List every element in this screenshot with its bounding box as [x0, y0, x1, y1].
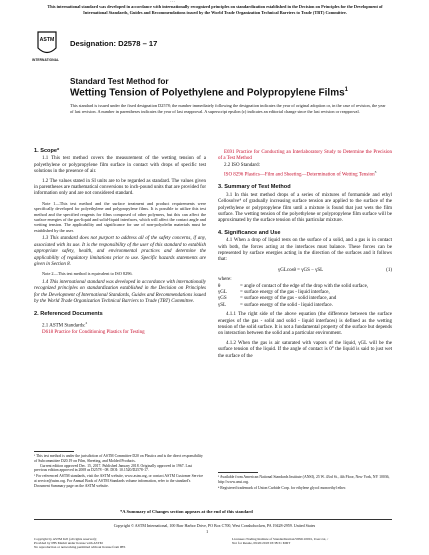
para-2-2: 2.2 ISO Standard:: [224, 162, 260, 168]
where-label: where:: [218, 277, 232, 283]
right-footnote-divider: [218, 472, 258, 473]
para-4-1-2: 4.1.2 When the gas is air saturated with vapors of the liquid, γGL will be the surface tension of the liquid. If the angle of contact is 0° the liquid is said to just wet the surface of the: [218, 340, 392, 359]
ref-iso-title[interactable]: Plastics—Film and Sheeting—Determination of Wetting Tension: [243, 172, 375, 178]
para-2-1: [34, 320, 206, 330]
footnote-2: ² For referenced ASTM standards, visit the ASTM website, www.astm.org, or contact ASTM Customer Service at service@astm.org. For Annual Book of ASTM Standards volume information, refer to the standard's Document Summary page on the ASTM website.: [34, 474, 204, 488]
left-column: [34, 148, 206, 336]
definition-row: [218, 303, 392, 309]
section-3-heading: 3. Summary of Test Method: [218, 184, 291, 191]
para-1-1: 1.1 This test method covers the measurement of the wetting tension of a polyethylene or polypropylene film surface in contact with drops of specific test solutions in the presence of air.: [34, 156, 206, 175]
astm-logo: [36, 30, 58, 58]
definition-symbol: γGL: [218, 289, 227, 295]
section-2-heading: 2. Referenced Documents: [34, 311, 103, 318]
ref-e691-link[interactable]: E691: [224, 150, 235, 155]
note-1: Note 1—This test method and the surface treatment and product requirements were specifically developed for polyethylene and polypropylene films. It is possible to utilize this test method and the specified reagents for films composed of other polymers, but this can affect the surface energies of the gas-liquid and solid-liquid interfaces, which will affect the contact angle and wetting tension. The applicability and significance for use of non-polyolefin materials must be established by the user.: [34, 200, 206, 233]
para-1-2: 1.2 The values stated in SI units are to be regarded as standard. The values given in parentheses are mathematical conversions to inch-pound units that are provided for information only and are not considered standard.: [34, 178, 206, 197]
ref-d618-link[interactable]: D618: [42, 329, 54, 335]
license-right: Licensee=Trading Institute of Standardization/5956110001, User=xx, / Not for Resale, 09/20/2018 03:38:31 MDT: [232, 537, 329, 546]
equation-1: [218, 268, 392, 274]
right-column: [218, 150, 392, 360]
definition-text: = surface energy of the gas - liquid interface,: [240, 289, 330, 295]
footer-rule: [34, 519, 392, 520]
ref-iso-8296[interactable]: [218, 169, 392, 179]
para-1-3: 1.3 This standard does not purport to address all of the safety concerns, if any, associated with its use. It is the responsibility of the user of this standard to establish appropriate safety, health, and environmental practices and determine the applicability of regulatory limitations prior to use. Specific hazards statements are given in Section 8.: [34, 236, 206, 267]
symbol-definitions: [218, 284, 392, 310]
ref-e691-title[interactable]: Practice for Conducting an Interlaboratory Study to Determine the Precision of a Test Method: [218, 150, 392, 162]
top-stamp: ···: [170, 0, 175, 5]
section-4-heading: 4. Significance and Use: [218, 229, 281, 236]
summary-of-changes-note: *A Summary of Changes section appears at the end of this standard: [120, 509, 253, 514]
definition-symbol: γSL: [218, 302, 227, 308]
equation-text: γGLcosθ = γGS − γSL: [278, 267, 324, 273]
svg-text:ASTM: ASTM: [39, 37, 55, 43]
note-2: Note 2—This test method is equivalent to ISO 8296.: [42, 271, 133, 277]
para-1-4: 1.4 This international standard was developed in accordance with internationally recognized principles on standardization established in the Decision on Principles for the Development of International Standards, Guides and Recommendations issued by the World Trade Organization Technical Barriers to Trade (TBT) Committee.: [34, 279, 207, 304]
definition-symbol: γGS: [218, 296, 227, 302]
document-title: [70, 87, 348, 98]
footnote-1b: Current edition approved Dec. 15, 2017. Published January 2018. Originally approved in 1967. Last previous edition approved in 2008 as D2578 - 08. DOI: 10.1520/D2578-17.: [34, 463, 193, 473]
definition-text: = surface energy of the solid - liquid interface.: [240, 302, 333, 308]
standard-note: This standard is issued under the fixed designation D2578; the number immediately following the designation indicates the year of original adoption or, in the case of revision, the year of last revision. A number in parentheses indicates the year of last reapproval. A superscript epsilon (ε) indicates an editorial change since the last revision or reapproval.: [70, 103, 386, 114]
ref-e691[interactable]: [218, 150, 392, 163]
para-4-1: 4.1 When a drop of liquid rests on the surface of a solid, and a gas is in contact with both, the forces acting at the interfaces must balance. These forces can be represented by surface energies acting in the direction of the surfaces and it follows that:: [218, 238, 392, 263]
designation: Designation: D2578 – 17: [70, 39, 158, 48]
copyright-line: Copyright © ASTM International, 100 Barr Harbor Drive, PO Box C700, West Conshohocken, PA 19428-2959. United States: [113, 523, 316, 528]
title-footnote-ref: 1: [344, 87, 349, 93]
footnote-divider: [34, 451, 74, 452]
para-4-1-1: 4.1.1 The right side of the above equation (the difference between the surface energies of the gas - solid and solid - liquid interfaces) is defined as the wetting tension of the solid surface. It is not a fundamental property of the surface but depends on interaction between the solid and a particular environment.: [218, 312, 392, 337]
title-line-1: Standard Test Method for: [70, 77, 169, 86]
equation-number: (1): [386, 267, 392, 273]
footnote-3: ³ Available from American National Standards Institute (ANSI), 25 W. 43rd St., 4th Floor, New York, NY 10036, http://www.ansi.org.: [218, 475, 390, 484]
right-footnotes: [218, 475, 392, 490]
ref-d618[interactable]: [34, 330, 206, 336]
logo-caption: INTERNATIONAL: [32, 58, 60, 62]
license-left: Copyright by ASTM Int'l (all rights reserved); Provided by IHS Markit under license with ASTM No reproduction or networking permitted without license from IHS: [34, 537, 126, 550]
ref-d618-title[interactable]: Practice for Conditioning Plastics for Testing: [53, 329, 145, 335]
para-3-1: 3.1 In this test method drops of a series of mixtures of formamide and ethyl Cellosolve⁴ of gradually increasing surface tension are applied to the surface of the polyethylene or polypropylene film until a mixture is found that just wets the film surface. The wetting tension of the polyethylene or polypropylene film surface will be approximated by the surface tension of this particular mixture.: [218, 192, 392, 224]
page-number: 1: [206, 529, 209, 534]
definition-text: = surface energy of the gas - solid interface, and: [240, 296, 337, 302]
section-1-heading: 1. Scope*: [34, 148, 60, 154]
para-2-1-text: 2.1 ASTM Standards:: [42, 323, 86, 329]
ref-iso-link[interactable]: ISO 8296: [224, 172, 244, 178]
wto-notice: This international standard was developed in accordance with internationally recognized principles on standardization established in the Decision on Principles for the Development of International Standards, Guides and Recommendations issued by the World Trade Organization Technical Barriers to Trade (TBT) Committee.: [47, 4, 383, 15]
footnote-ref-2: 2: [85, 320, 88, 325]
footnote-4: ⁴ Registered trademark of Union Carbide Corp. for ethylene glycol monoethyl ether.: [218, 485, 346, 490]
left-footnotes: [34, 454, 206, 489]
definition-text: = angle of contact of the edge of the drop with the solid surface,: [240, 283, 369, 289]
definition-symbol: θ: [218, 283, 221, 289]
title-text: Wetting Tension of Polyethylene and Polypropylene Films: [70, 87, 345, 99]
footnote-ref-3: 3: [374, 170, 377, 175]
footnote-1: ¹ This test method is under the jurisdiction of ASTM Committee D20 on Plastics and is the direct responsibility of Subcommittee D20.19 on Film, Sheeting, and Molded Products.: [34, 454, 203, 463]
